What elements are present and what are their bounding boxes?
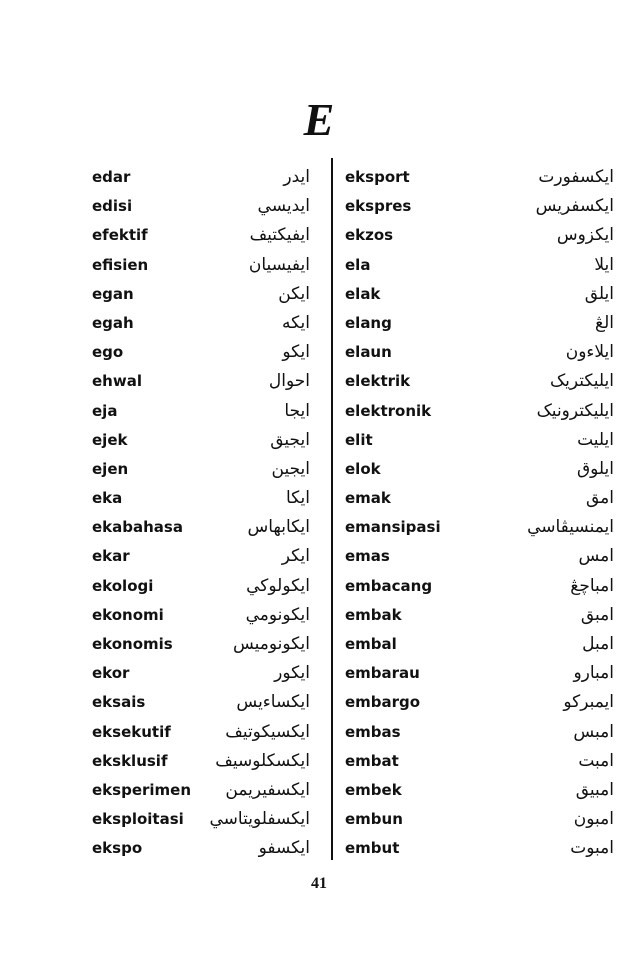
left-jawi-column bbox=[170, 163, 310, 864]
entry-latin-word: embun bbox=[345, 810, 403, 829]
entry-jawi-word: ايکه bbox=[282, 312, 310, 333]
entry-jawi-word: احوال bbox=[268, 371, 310, 392]
entry-jawi-word: امبق bbox=[580, 604, 614, 625]
entry-latin-word: ehwal bbox=[92, 372, 142, 391]
entry-jawi-word: امبون bbox=[573, 809, 614, 830]
entry-jawi-word: ايليکتريک bbox=[549, 371, 614, 392]
entry-latin-word: ejen bbox=[92, 459, 129, 478]
entry-jawi-word: ايکونوميس bbox=[232, 634, 310, 654]
entry-jawi-word: ايکزوس bbox=[556, 225, 614, 246]
entry-jawi-word: ايکن bbox=[278, 283, 310, 304]
entry-latin-word: ela bbox=[345, 255, 371, 274]
entry-jawi-word: ايلا bbox=[594, 254, 614, 275]
entry-jawi-word: امس bbox=[578, 546, 614, 567]
entry-jawi-word: امباچڠ bbox=[570, 575, 614, 596]
entry-jawi-word: امبس bbox=[573, 721, 614, 742]
entry-jawi-word: امق bbox=[585, 488, 614, 509]
entry-jawi-word: ايليت bbox=[577, 429, 614, 450]
page-number: 41 bbox=[311, 875, 327, 892]
entry-latin-word: embacang bbox=[345, 576, 433, 595]
entry-latin-word: elektrik bbox=[345, 372, 411, 391]
entry-latin-word: embal bbox=[345, 635, 397, 653]
entry-jawi-word: ايدر bbox=[283, 167, 310, 187]
entry-latin-word: elok bbox=[345, 459, 381, 478]
entry-jawi-word: ايکسفورت bbox=[538, 167, 614, 187]
entry-latin-word: ekspres bbox=[345, 197, 412, 216]
entry-jawi-word: ايکسيکوتيف bbox=[225, 721, 310, 742]
entry-latin-word: ekonomi bbox=[92, 605, 164, 624]
entry-latin-word: embarau bbox=[345, 664, 420, 683]
entry-jawi-word: ايمبرکو bbox=[563, 692, 614, 713]
entry-latin-word: eksploitasi bbox=[92, 810, 184, 829]
entry-jawi-word: ايلوق bbox=[576, 458, 614, 479]
entry-latin-word: eksais bbox=[92, 693, 146, 712]
entry-latin-word: emas bbox=[345, 547, 390, 566]
entry-jawi-word: امبيق bbox=[575, 779, 614, 800]
entry-jawi-word: ايکور bbox=[274, 663, 310, 684]
entry-jawi-word: ايکر bbox=[281, 546, 310, 567]
entry-latin-word: efisien bbox=[92, 255, 149, 274]
entry-latin-word: embek bbox=[345, 780, 402, 799]
entry-jawi-word: ايديسي bbox=[257, 196, 310, 217]
entry-latin-word: embas bbox=[345, 722, 401, 741]
entry-jawi-word: ايجيق bbox=[270, 429, 310, 450]
entry-jawi-word: ايکولوکي bbox=[246, 575, 310, 596]
entry-latin-word: elektronik bbox=[345, 401, 432, 420]
entry-jawi-word: ايفيسيان bbox=[248, 254, 310, 275]
entry-latin-word: eksperimen bbox=[92, 780, 192, 799]
entry-jawi-word: ايکسفو bbox=[258, 838, 310, 859]
entry-latin-word: eja bbox=[92, 401, 118, 420]
entry-latin-word: emak bbox=[345, 489, 391, 508]
entry-latin-word: eksekutif bbox=[92, 722, 171, 741]
entry-jawi-word: ايکا bbox=[285, 488, 310, 509]
entry-jawi-word: ايکسکلوسيف bbox=[215, 750, 310, 771]
entry-latin-word: ekor bbox=[92, 664, 130, 683]
entry-latin-word: edisi bbox=[92, 197, 133, 216]
entry-latin-word: emansipasi bbox=[345, 518, 441, 537]
entry-latin-word: elaun bbox=[345, 343, 392, 362]
entry-latin-word: ekonomis bbox=[92, 635, 173, 653]
entry-latin-word: ekologi bbox=[92, 576, 154, 595]
entry-jawi-word: ايجا bbox=[284, 400, 310, 421]
entry-latin-word: edar bbox=[92, 168, 131, 186]
entry-jawi-word: ايکسفلويتاسي bbox=[209, 809, 310, 830]
entry-latin-word: embat bbox=[345, 751, 399, 770]
entry-latin-word: eksklusif bbox=[92, 751, 168, 770]
entry-latin-word: egan bbox=[92, 284, 134, 303]
entry-jawi-word: ايکونومي bbox=[245, 604, 310, 625]
section-letter-heading: E bbox=[303, 94, 335, 145]
entry-latin-word: elit bbox=[345, 430, 373, 449]
entry-jawi-word: ايکو bbox=[282, 342, 310, 363]
entry-latin-word: ekar bbox=[92, 547, 130, 566]
entry-jawi-word: ايمنسيڤاسي bbox=[527, 517, 614, 538]
entry-latin-word: egah bbox=[92, 313, 134, 332]
entry-jawi-word: ايکساءيس bbox=[236, 692, 310, 713]
entry-latin-word: elak bbox=[345, 284, 381, 303]
entry-latin-word: ekabahasa bbox=[92, 518, 183, 537]
entry-latin-word: ekzos bbox=[345, 226, 394, 245]
entry-jawi-word: ايفيکتيف bbox=[249, 225, 310, 246]
entry-jawi-word: ايجين bbox=[271, 458, 310, 479]
entry-latin-word: ejek bbox=[92, 430, 128, 449]
entry-jawi-word: ايلاءون bbox=[565, 342, 614, 363]
entry-jawi-word: ايکابهاس bbox=[247, 517, 310, 538]
entry-latin-word: eka bbox=[92, 489, 123, 508]
entry-latin-word: ego bbox=[92, 343, 124, 362]
entry-jawi-word: امبارو bbox=[573, 663, 614, 684]
entry-jawi-word: امبل bbox=[582, 634, 614, 654]
entry-jawi-word: الڠ bbox=[595, 312, 614, 333]
entry-jawi-word: ايکسفيريمن bbox=[225, 779, 310, 800]
entry-jawi-word: امبت bbox=[578, 750, 614, 771]
entry-latin-word: elang bbox=[345, 313, 392, 332]
entry-jawi-word: ايلق bbox=[584, 283, 614, 304]
entry-latin-word: embargo bbox=[345, 693, 421, 712]
entry-latin-word: embut bbox=[345, 839, 400, 858]
entry-latin-word: efektif bbox=[92, 226, 148, 245]
entry-latin-word: eksport bbox=[345, 168, 410, 186]
entry-latin-word: embak bbox=[345, 605, 402, 624]
right-jawi-column bbox=[440, 163, 614, 864]
column-divider bbox=[331, 158, 333, 860]
entry-jawi-word: امبوت bbox=[570, 838, 614, 859]
entry-jawi-word: ايليکترونيک bbox=[536, 400, 614, 421]
entry-jawi-word: ايکسفريس bbox=[535, 196, 614, 217]
entry-latin-word: ekspo bbox=[92, 839, 143, 858]
